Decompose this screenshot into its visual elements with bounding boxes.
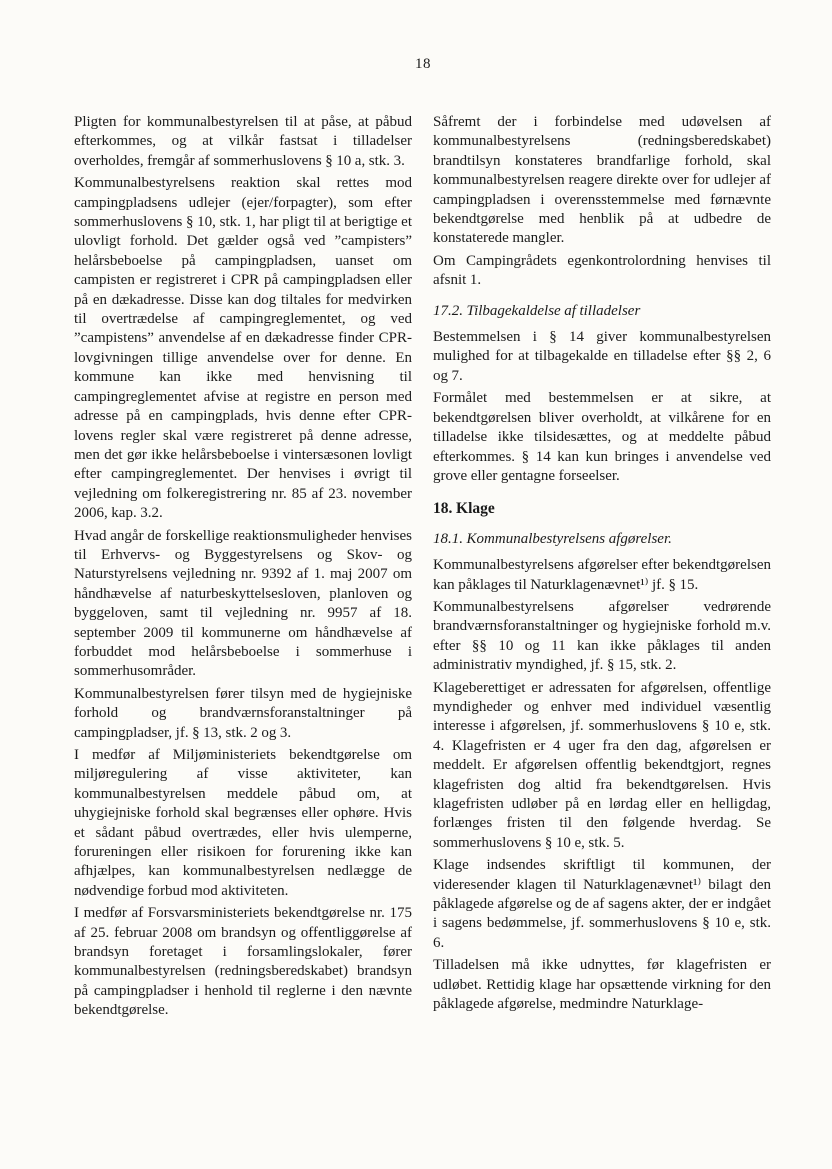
paragraph-no-appeal: Kommunalbestyrelsens afgørelser vedrørende brandværnsforanstaltninger og hygiejniske forhold m.v. efter §§ 10 og 11 kan ikke påklages til anden administrativ myndighed, jf. § 15, stk. 2. bbox=[433, 598, 771, 674]
paragraph-fire-inspection: I medfør af Forsvarsministeriets bekendtgørelse nr. 175 af 25. februar 2008 om brandsyn og offentliggørelse af brandsyn foretaget i forsamlingslokaler, fører kommunalbestyrelsen (redningsberedskabet) brandsyn på campingpladser i henhold til reglerne i den nævnte bekendtgørelse. bbox=[74, 905, 412, 1019]
section-heading-17-2: 17.2. Tilbagekaldelse af tilladelser bbox=[433, 302, 641, 319]
subsection-heading-18-1: 18.1. Kommunalbestyrelsens afgørelser. bbox=[433, 530, 672, 547]
paragraph-campingraad-reference: Om Campingrådets egenkontrolordning henvises til afsnit 1. bbox=[433, 252, 771, 289]
paragraph-municipal-reaction: Kommunalbestyrelsens reaktion skal rettes mod campingpladsens udlejer (ejer/forpagter), som efter sommerhuslovens § 10, stk. 1, har pligt til at berigtige et ulovligt forhold. Det gælder også ved ”campisters” helårsbeboelse på campingpladsen, uanset om campisten er registreret i CPR på campingpladsen eller på en dækadresse. Disse kan dog tiltales for medvirken til overtrædelse af campingreglementet, og ved ”campistens” anvendelse af en dækadresse finder CPR-lovgivningen tillige anvendelse over for denne. En kommune kan ikke med henvisning til campingreglementet afvise at registre en person med adresse på en campingplads, hvis denne efter CPR-lovens regler skal være registreret på denne adresse, men det gør ikke helårsbeboelse i vintersæsonen lovligt efter campingreglementet. Der henvises i øvrigt til vejledning om folkeregistrering nr. 85 af 23. november 2006, kap. 3.2. bbox=[74, 175, 412, 522]
paragraph-environmental-order: I medfør af Miljøministeriets bekendtgørelse om miljøregulering af visse aktiviteter, kan kommunalbestyrelsen meddele påbud om, at uhygiejniske forhold skal begrænses eller ophøre. Hvis et sådant påbud overtrædes, eller hvis ulemperne, forureningen eller risikoen for forurening ikke kan afhjælpes, kan kommunalbestyrelsen nedlægge de nødvendige forbud mod aktiviteten. bbox=[74, 747, 412, 899]
paragraph-revocation-provision: Bestemmelsen i § 14 giver kommunalbestyrelsen mulighed for at tilbagekalde en tilladelse efter §§ 2, 6 og 7. bbox=[433, 329, 771, 384]
left-column bbox=[74, 113, 412, 1024]
paragraph-appeal-to-board: Kommunalbestyrelsens afgørelser efter bekendtgørelsen kan påklages til Naturklagenævnet¹⁾ jf. § 15. bbox=[433, 557, 771, 593]
paragraph-appeal-submission: Klage indsendes skriftligt til kommunen, der videresender klagen til Naturklagenævnet¹⁾ bilagt den påklagede afgørelse og de af sagens akter, der er indgået i sagens bedømmelse, jf. sommerhuslovens § 10 e, stk. 6. bbox=[433, 857, 771, 951]
paragraph-fire-hazards: Såfremt der i forbindelse med udøvelsen af kommunalbestyrelsens (redningsberedskabet) brandtilsyn konstateres brandfarlige forhold, skal kommunalbestyrelsen reagere direkte over for udlejer af campingpladsen i overensstemmelse med førnævnte bekendtgørelse med henblik på at udbedre de konstaterede mangler. bbox=[433, 114, 771, 247]
right-column bbox=[433, 113, 771, 1024]
paragraph-duty-to-enforce: Pligten for kommunalbestyrelsen til at påse, at påbud efterkommes, og at vilkår fastsat i tilladelser overholdes, fremgår af sommerhuslovens § 10 a, stk. 3. bbox=[74, 114, 412, 169]
paragraph-hygiene-supervision: Kommunalbestyrelsen fører tilsyn med de hygiejniske forhold og brandværnsforanstaltninger på campingpladser, jf. § 13, stk. 2 og 3. bbox=[74, 685, 412, 741]
paragraph-reaction-options: Hvad angår de forskellige reaktionsmuligheder henvises til Erhvervs- og Byggestyrelsens og Skov- og Naturstyrelsens vejledning nr. 9392 af 1. maj 2007 om håndhævelse af naturbeskyttelsesloven, planloven og byggeloven, samt til vejledning nr. 9957 af 18. september 2009 til kommunerne om håndhævelse af forbuddet mod helårsbeboelse i sommerhuse i sommerhusområder. bbox=[74, 527, 412, 680]
two-column-layout bbox=[74, 113, 772, 1024]
page-number: 18 bbox=[415, 56, 431, 72]
section-heading-18: 18. Klage bbox=[433, 500, 495, 518]
paragraph-suspensive-effect: Tilladelsen må ikke udnyttes, før klagefristen er udløbet. Rettidig klage har opsættende virkning for den påklagede afgørelse, medmindre Naturklage- bbox=[433, 957, 771, 1013]
paragraph-revocation-purpose: Formålet med bestemmelsen er at sikre, at bekendtgørelsen bliver overholdt, at vilkårene for en tilladelse ikke tilsidesættes, og at meddelte påbud efterkommes. § 14 kan kun bringes i anvendelse ved grove eller gentagne forseelser. bbox=[433, 390, 771, 484]
paragraph-appeal-entitlement: Klageberettiget er adressaten for afgørelsen, offentlige myndigheder og enhver med individuel væsentlig interesse i afgørelsen, jf. sommerhuslovens § 10 e, stk. 4. Klagefristen er 4 uger fra den dag, afgørelsen er meddelt. Er afgørelsen offentlig bekendtgjort, regnes klagefristen dog altid fra bekendtgørelsen. Hvis klagefristen udløber på en lørdag eller en helligdag, forlænges fristen til den følgende hverdag. Se sommerhuslovens § 10 e, stk. 5. bbox=[433, 679, 771, 851]
